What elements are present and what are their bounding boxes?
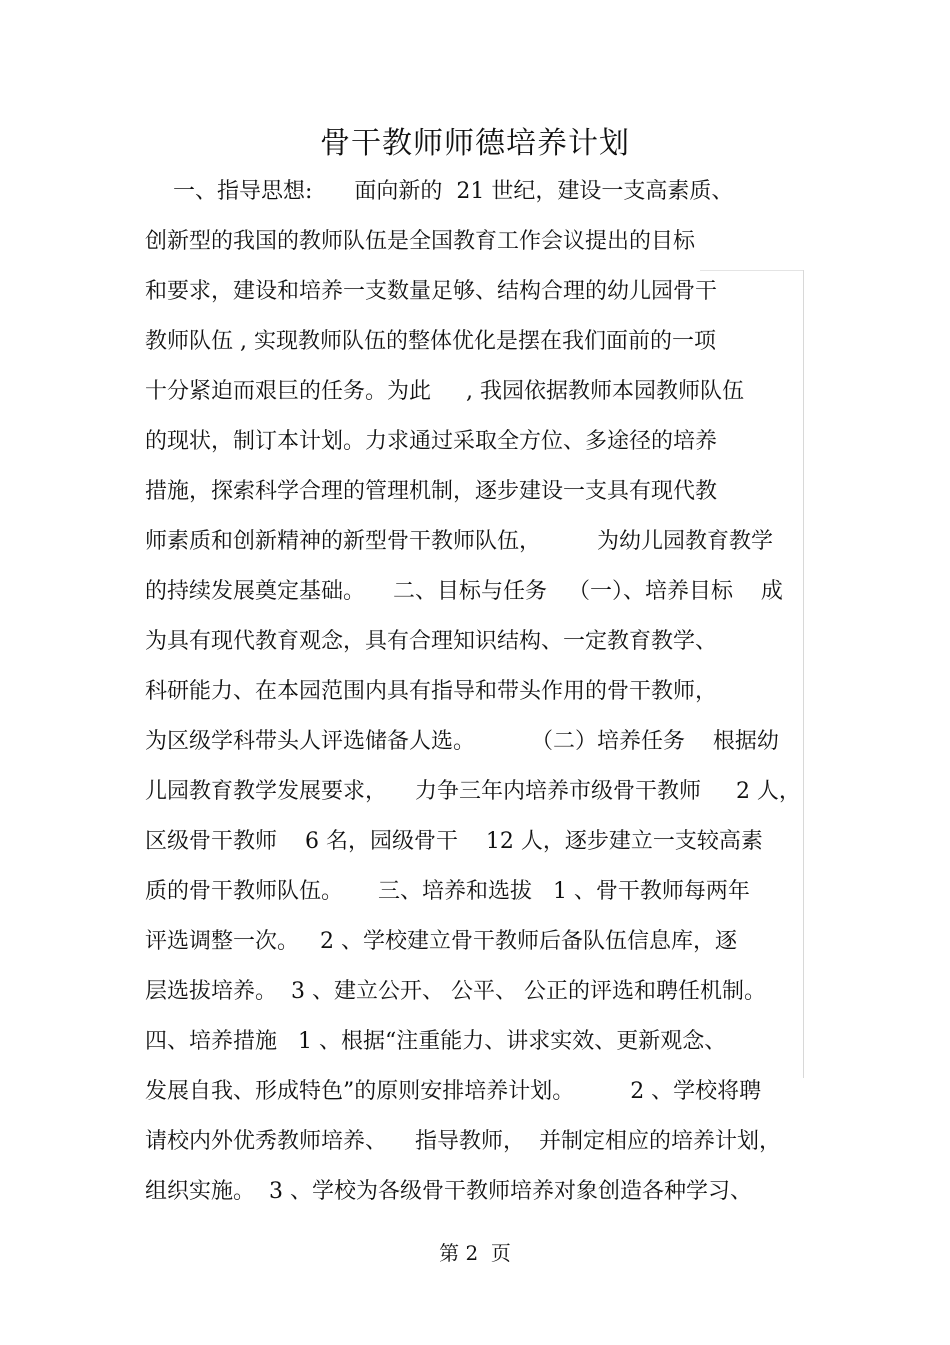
body-line: 和要求，建设和培养一支数量足够、结构合理的幼儿园骨干: [145, 279, 718, 304]
body-line: 质的骨干教师队伍。 三、培养和选拔 1 、骨干教师每两年: [145, 879, 750, 904]
body-line: 为区级学科带头人评选储备人选。 （二）培养任务 根据幼: [145, 729, 779, 754]
body-line: 为具有现代教育观念，具有合理知识结构、一定教育教学、: [145, 629, 718, 654]
body-line: 组织实施。 3 、学校为各级骨干教师培养对象创造各种学习、: [145, 1179, 752, 1204]
body-line: 儿园教育教学发展要求， 力争三年内培养市级骨干教师 2 人，: [145, 779, 801, 804]
page-frame-right-line: [803, 270, 804, 1078]
document-title: 骨干教师师德培养计划: [320, 126, 630, 161]
body-line: 一、指导思想: 面向新的 21 世纪，建设一支高素质、: [145, 179, 734, 204]
body-line: 的持续发展奠定基础。 二、目标与任务 （一）、培养目标 成: [145, 579, 783, 604]
body-line: 科研能力、在本园范围内具有指导和带头作用的骨干教师，: [145, 679, 718, 704]
page-frame-top-line: [700, 270, 804, 271]
body-line: 发展自我、形成特色”的原则安排培养计划。 2 、学校将聘: [145, 1079, 762, 1104]
body-line: 四、培养措施 1 、根据“注重能力、讲求实效、更新观念、: [145, 1029, 727, 1054]
body-line: 师素质和创新精神的新型骨干教师队伍， 为幼儿园教育教学: [145, 529, 773, 554]
page-number: 第 2 页: [439, 1241, 511, 1265]
body-line: 请校内外优秀教师培养、 指导教师， 并制定相应的培养计划，: [145, 1129, 781, 1154]
body-line: 的现状，制订本计划。力求通过采取全方位、多途径的培养: [145, 429, 718, 454]
body-line: 创新型的我国的教师队伍是全国教育工作会议提出的目标: [145, 229, 696, 254]
body-line: 评选调整一次。 2 、学校建立骨干教师后备队伍信息库，逐: [145, 929, 737, 954]
body-line: 层选拔培养。 3 、建立公开、 公平、 公正的评选和聘任机制。: [145, 979, 766, 1004]
body-line: 区级骨干教师 6 名，园级骨干 12 人，逐步建立一支较高素: [145, 829, 763, 854]
body-line: 十分紧迫而艰巨的任务。为此 , 我园依据教师本园教师队伍: [145, 379, 744, 404]
body-line: 措施，探索科学合理的管理机制，逐步建设一支具有现代教: [145, 479, 718, 504]
body-line: 教师队伍 , 实现教师队伍的整体优化是摆在我们面前的一项: [145, 329, 716, 354]
